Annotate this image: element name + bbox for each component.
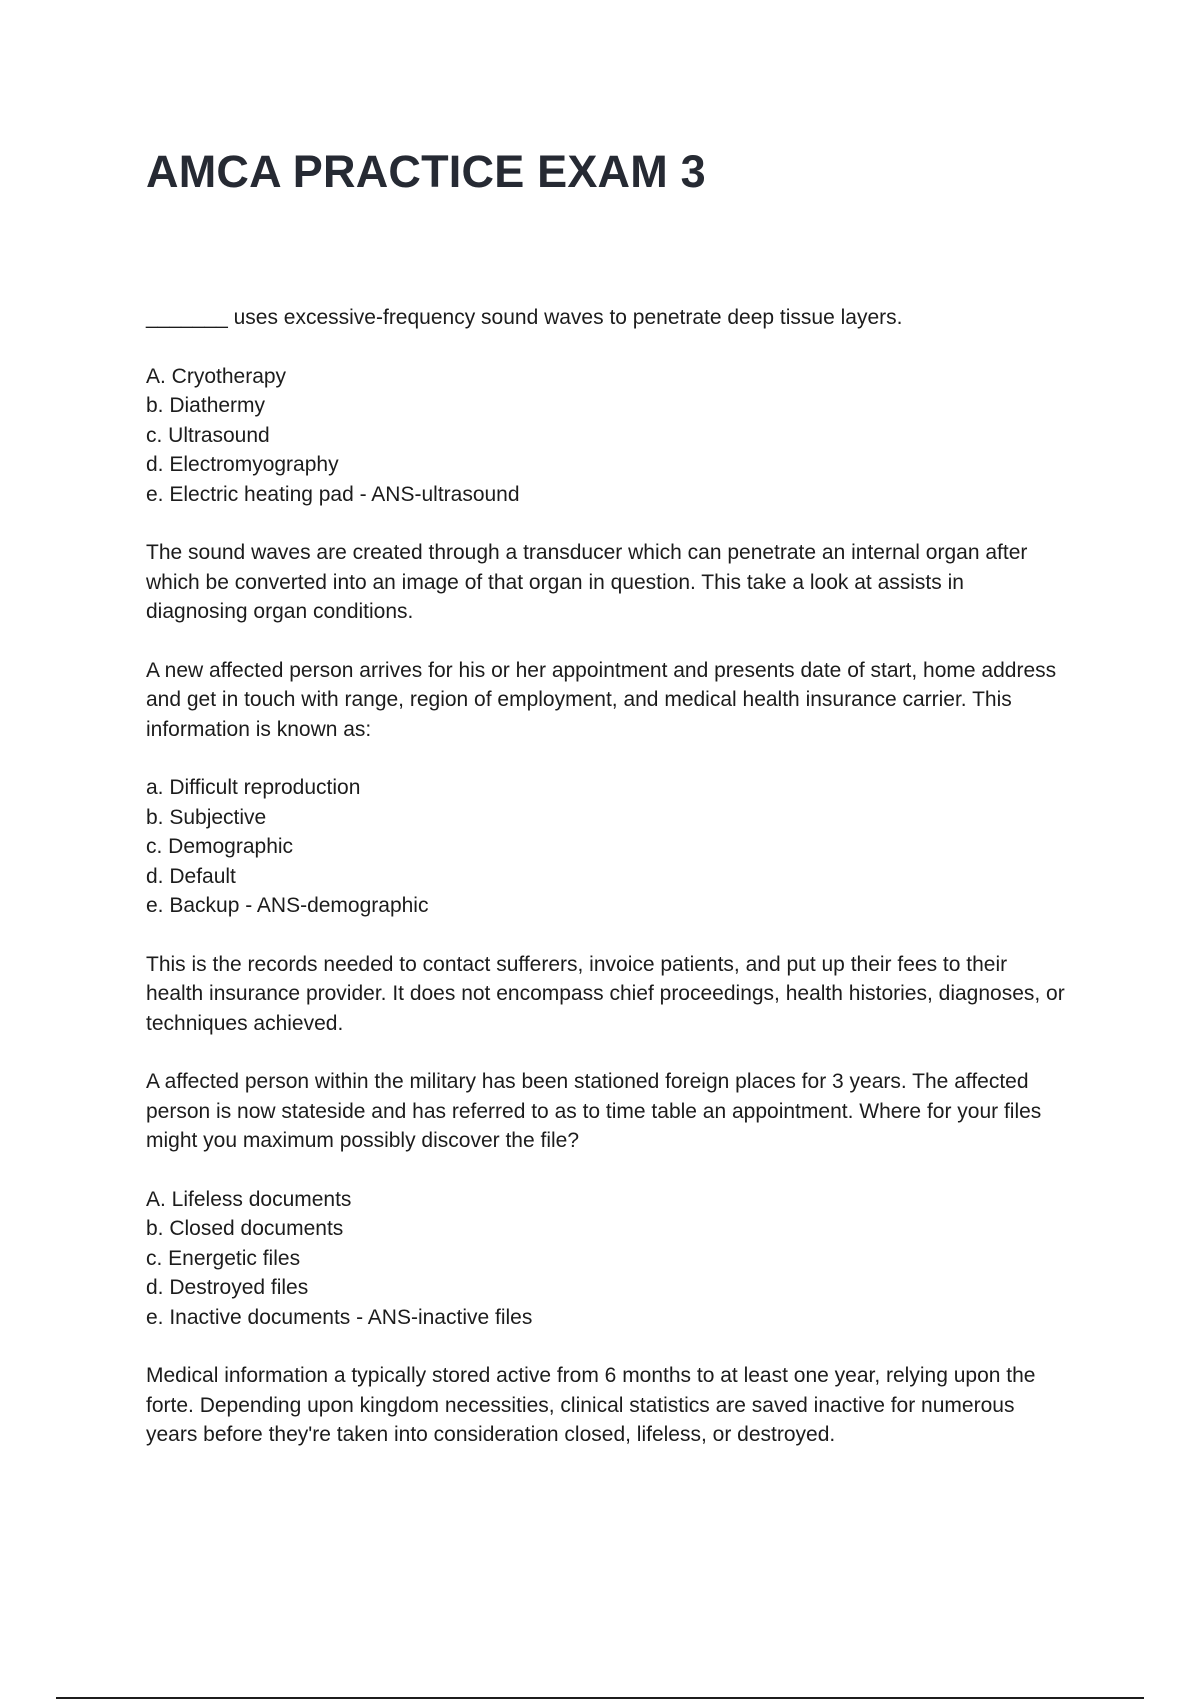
question-1-explanation: The sound waves are created through a transducer which can penetrate an internal organ after which be converted into an image of that organ in question. This take a look at assists in diagnosing organ conditions.	[146, 541, 1028, 623]
question-1-prompt: _______ uses excessive-frequency sound waves to penetrate deep tissue layers.	[146, 306, 903, 329]
option-item: b. Closed documents	[146, 1217, 344, 1240]
question-3-explanation: Medical information a typically stored active from 6 months to at least one year, relying upon the forte. Depending upon kingdom necessities, clinical statistics are saved inactive for numerous years before they're taken into consideration closed, lifeless, or destroyed.	[146, 1364, 1036, 1446]
document-body	[146, 303, 1066, 1479]
answer-explanation	[146, 538, 1066, 627]
answer-explanation	[146, 950, 1066, 1039]
question-prompt	[146, 303, 1066, 333]
question-3-options	[146, 1185, 1066, 1333]
question-prompt	[146, 1067, 1066, 1156]
question-2-explanation: This is the records needed to contact sufferers, invoice patients, and put up their fees to their health insurance provider. It does not encompass chief proceedings, health histories, diagnoses, or techniques achieved.	[146, 952, 1065, 1035]
option-item-answer: e. Backup - ANS-demographic	[146, 894, 429, 917]
option-item: d. Destroyed files	[146, 1276, 309, 1299]
option-item: a. Difficult reproduction	[146, 776, 361, 799]
page-bottom-divider	[56, 1697, 1144, 1699]
option-item: b. Diathermy	[146, 394, 266, 417]
option-item-answer: e. Inactive documents - ANS-inactive files	[146, 1305, 533, 1329]
option-item: c. Energetic files	[146, 1246, 301, 1270]
option-item: c. Demographic	[146, 835, 294, 858]
question-prompt	[146, 656, 1066, 745]
option-item-answer: e. Electric heating pad - ANS-ultrasound	[146, 482, 520, 506]
option-item: c. Ultrasound	[146, 423, 270, 447]
option-item: d. Electromyography	[146, 453, 339, 476]
option-item: d. Default	[146, 864, 236, 888]
question-2-prompt: A new affected person arrives for his or her appointment and presents date of start, home address and get in touch with range, region of employment, and medical health insurance carrier. This information is known as:	[146, 658, 1057, 741]
option-item: A. Lifeless documents	[146, 1187, 352, 1211]
page-title: AMCA PRACTICE EXAM 3	[146, 146, 706, 197]
option-item: b. Subjective	[146, 805, 267, 829]
question-2-options	[146, 773, 1066, 921]
question-1-options	[146, 362, 1066, 510]
question-3-prompt: A affected person within the military has been stationed foreign places for 3 years. The affected person is now stateside and has referred to as to time table an appointment. Where for your files might you maximum possibly discover the file?	[146, 1070, 1042, 1152]
option-item: A. Cryotherapy	[146, 364, 287, 388]
answer-explanation	[146, 1361, 1066, 1450]
